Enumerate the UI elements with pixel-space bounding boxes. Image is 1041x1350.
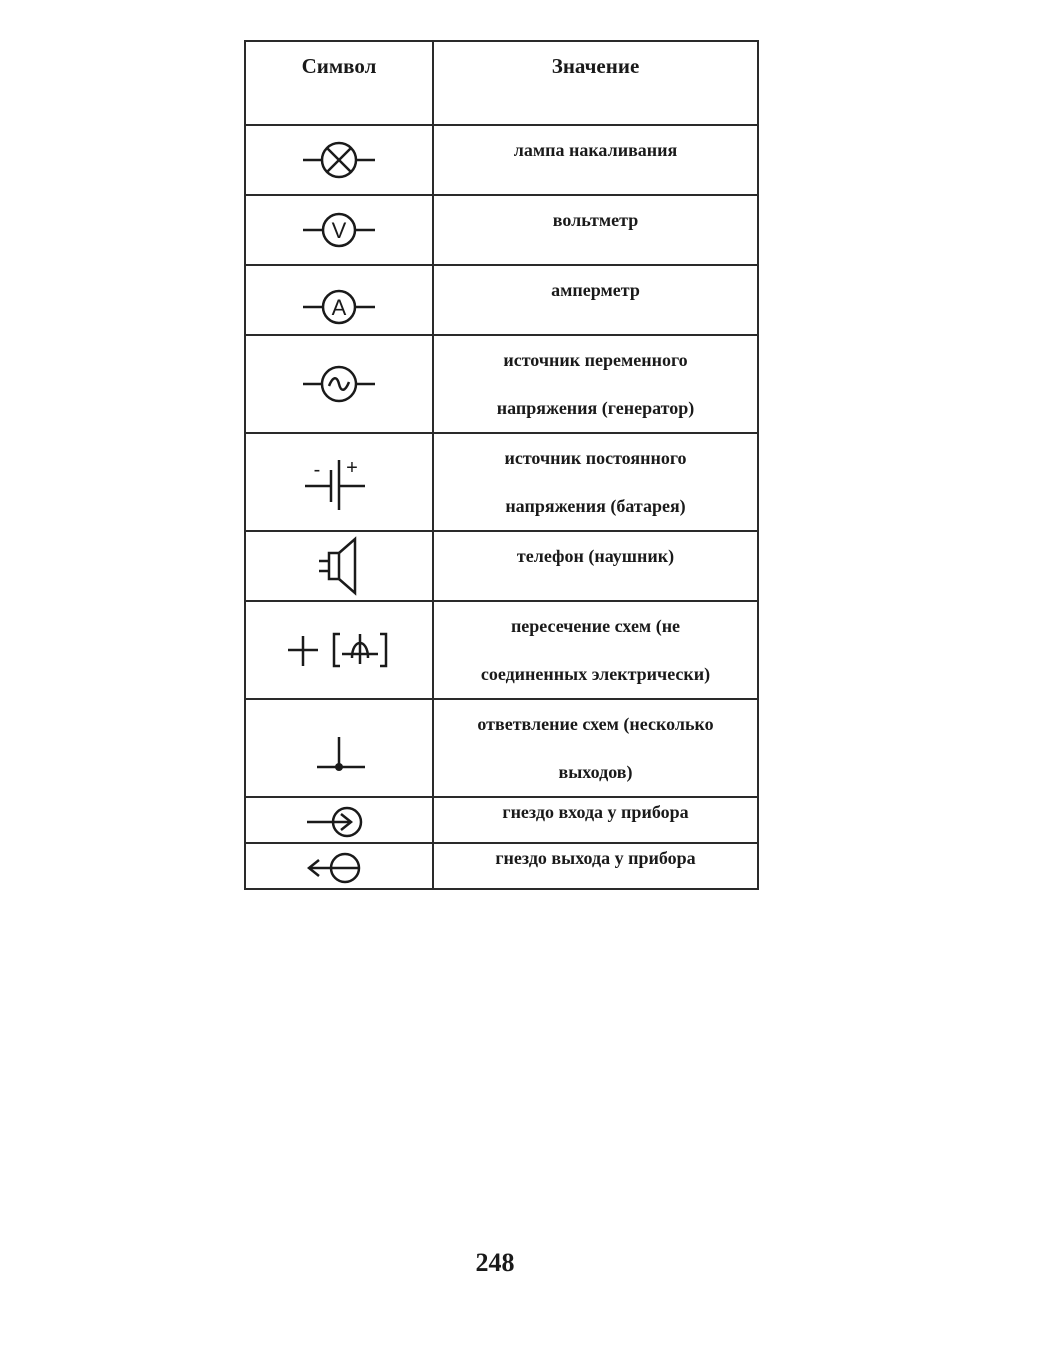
ammeter-label: A — [331, 295, 347, 320]
crossing-icon — [284, 628, 394, 672]
battery-plus-label: + — [346, 457, 358, 479]
meaning-line: вольтметр — [552, 210, 639, 230]
input-socket-icon — [299, 800, 379, 840]
table-header-row — [245, 41, 758, 125]
symbol-cell — [245, 797, 433, 843]
lamp-icon — [299, 138, 379, 182]
symbol-cell — [245, 125, 433, 195]
meaning-line: соединенных электрически) — [480, 664, 711, 684]
meaning-cell — [433, 125, 758, 195]
meaning-line: ответвление схем (несколько — [477, 714, 714, 734]
table-row — [245, 195, 758, 265]
ammeter-icon — [299, 285, 379, 329]
table-row — [245, 335, 758, 433]
voltmeter-icon — [299, 208, 379, 252]
telephone-icon — [299, 535, 379, 597]
meaning-line: лампа накаливания — [513, 140, 678, 160]
output-socket-icon — [299, 846, 379, 886]
meaning-cell — [433, 797, 758, 843]
meaning-cell — [433, 843, 758, 889]
table-row — [245, 699, 758, 797]
meaning-line: амперметр — [551, 280, 640, 300]
symbol-cell — [245, 335, 433, 433]
battery-minus-label: - — [313, 459, 321, 481]
meaning-line: источник постоянного — [504, 448, 687, 468]
table-row — [245, 601, 758, 699]
meaning-cell — [433, 699, 758, 797]
meaning-line: напряжения (генератор) — [496, 398, 695, 418]
meaning-line: выходов) — [558, 762, 633, 782]
meaning-line: гнездо входа у прибора — [502, 802, 689, 822]
page-number: 248 — [475, 1248, 515, 1277]
symbol-table — [244, 40, 759, 890]
symbol-cell — [245, 531, 433, 601]
symbol-cell — [245, 195, 433, 265]
symbol-cell — [245, 265, 433, 335]
meaning-cell — [433, 433, 758, 531]
table-row — [245, 797, 758, 843]
meaning-line: источник переменного — [503, 350, 688, 370]
table-row — [245, 265, 758, 335]
header-meaning: Значение — [433, 41, 758, 125]
voltmeter-label: V — [331, 218, 347, 243]
battery-icon — [299, 452, 379, 512]
header-symbol: Символ — [245, 41, 433, 125]
ac-source-icon — [299, 362, 379, 406]
table-row — [245, 843, 758, 889]
symbol-cell — [245, 699, 433, 797]
meaning-cell — [433, 531, 758, 601]
meaning-line: напряжения (батарея) — [505, 496, 686, 516]
meaning-line: телефон (наушник) — [516, 546, 675, 566]
meaning-line: гнездо выхода у прибора — [495, 848, 696, 868]
meaning-line: пересечение схем (не — [510, 616, 681, 636]
table-row — [245, 125, 758, 195]
symbol-cell — [245, 433, 433, 531]
junction-icon — [299, 727, 379, 787]
meaning-cell — [433, 335, 758, 433]
meaning-cell — [433, 195, 758, 265]
table-row — [245, 433, 758, 531]
meaning-cell — [433, 601, 758, 699]
symbol-cell — [245, 601, 433, 699]
table-row — [245, 531, 758, 601]
symbol-cell — [245, 843, 433, 889]
meaning-cell — [433, 265, 758, 335]
